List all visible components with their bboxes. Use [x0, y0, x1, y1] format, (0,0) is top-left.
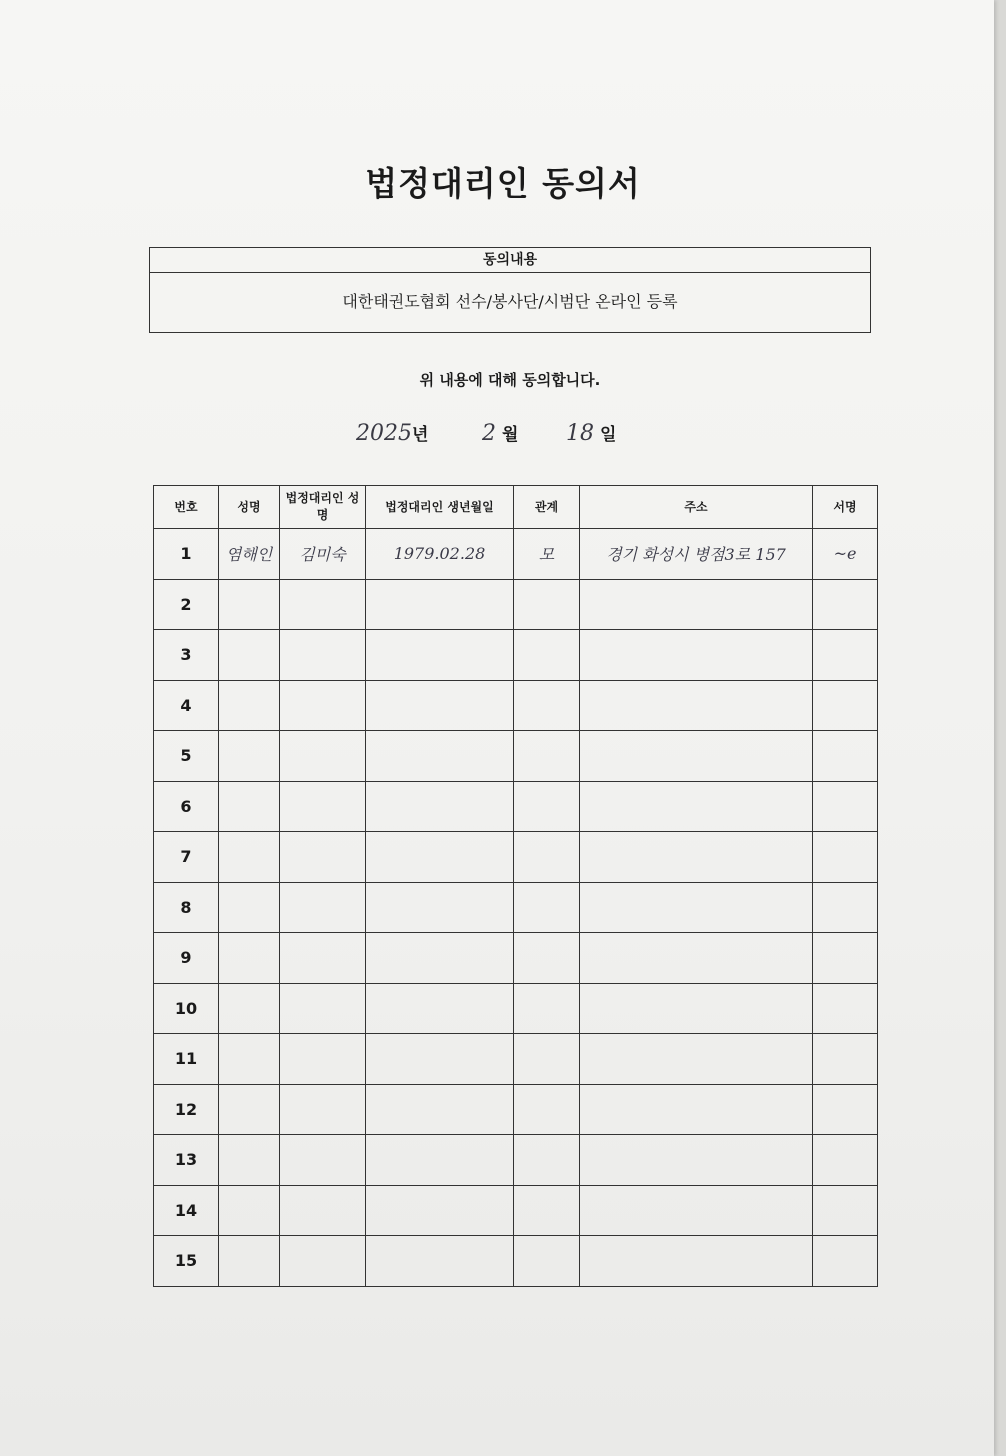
table-row	[154, 933, 878, 984]
cell-address	[580, 579, 813, 630]
cell-signature	[813, 1236, 878, 1287]
table-row	[154, 832, 878, 883]
cell-guardian-birth	[366, 680, 514, 731]
cell-signature	[813, 933, 878, 984]
cell-guardian-name	[280, 983, 366, 1034]
cell-guardian-birth	[366, 832, 514, 883]
table-row	[154, 1185, 878, 1236]
cell-no: 10	[154, 983, 219, 1034]
cell-address	[580, 1236, 813, 1287]
cell-relation	[514, 731, 580, 782]
cell-relation	[514, 1084, 580, 1135]
cell-name	[219, 1185, 280, 1236]
header-no: 번호	[154, 486, 219, 529]
date-month	[482, 420, 518, 456]
cell-name	[219, 1084, 280, 1135]
cell-no: 14	[154, 1185, 219, 1236]
date-month-label: 월	[502, 425, 519, 445]
cell-guardian-name	[280, 933, 366, 984]
cell-name	[219, 1236, 280, 1287]
cell-no: 12	[154, 1084, 219, 1135]
table-row	[154, 630, 878, 681]
cell-relation	[514, 1135, 580, 1186]
cell-address	[580, 1084, 813, 1135]
cell-name: 염해인	[219, 529, 280, 580]
cell-signature	[813, 579, 878, 630]
cell-name	[219, 1034, 280, 1085]
header-name: 성명	[219, 486, 280, 529]
cell-guardian-birth	[366, 1236, 514, 1287]
cell-relation	[514, 1236, 580, 1287]
cell-signature	[813, 1185, 878, 1236]
cell-relation	[514, 933, 580, 984]
table-header-row	[154, 486, 878, 529]
table-row	[154, 882, 878, 933]
cell-guardian-name	[280, 630, 366, 681]
cell-no: 7	[154, 832, 219, 883]
cell-address	[580, 781, 813, 832]
cell-guardian-name	[280, 832, 366, 883]
cell-name	[219, 933, 280, 984]
cell-signature	[813, 832, 878, 883]
cell-no: 1	[154, 529, 219, 580]
cell-guardian-name	[280, 1185, 366, 1236]
header-relation: 관계	[514, 486, 580, 529]
cell-name	[219, 1135, 280, 1186]
cell-signature	[813, 630, 878, 681]
cell-relation	[514, 1034, 580, 1085]
cell-relation	[514, 781, 580, 832]
cell-signature	[813, 1135, 878, 1186]
cell-guardian-birth	[366, 1084, 514, 1135]
cell-address	[580, 680, 813, 731]
cell-relation	[514, 630, 580, 681]
cell-no: 2	[154, 579, 219, 630]
table-row	[154, 1236, 878, 1287]
date-year	[356, 420, 428, 456]
cell-guardian-birth	[366, 1034, 514, 1085]
table-row	[154, 529, 878, 580]
cell-no: 13	[154, 1135, 219, 1186]
date-year-value: 2025	[356, 421, 412, 446]
cell-address	[580, 731, 813, 782]
cell-relation	[514, 983, 580, 1034]
consent-body: 대한태권도협회 선수/봉사단/시범단 온라인 등록	[342, 292, 678, 311]
cell-name	[219, 882, 280, 933]
table-row	[154, 680, 878, 731]
cell-no: 15	[154, 1236, 219, 1287]
cell-relation	[514, 832, 580, 883]
consent-header: 동의내용	[150, 248, 870, 273]
header-guardian-birth: 법정대리인 생년월일	[366, 486, 514, 529]
cell-guardian-birth	[366, 630, 514, 681]
consent-box	[149, 247, 871, 333]
cell-guardian-name	[280, 1084, 366, 1135]
cell-name	[219, 680, 280, 731]
cell-guardian-birth	[366, 579, 514, 630]
date-day	[566, 420, 616, 456]
cell-relation: 모	[514, 529, 580, 580]
agreement-statement: 위 내용에 대해 동의합니다.	[419, 371, 601, 389]
date-month-value: 2	[482, 421, 496, 446]
cell-address	[580, 983, 813, 1034]
registration-table	[153, 485, 878, 1287]
cell-no: 8	[154, 882, 219, 933]
table-row	[154, 781, 878, 832]
cell-name	[219, 832, 280, 883]
date-year-label: 년	[412, 425, 429, 445]
cell-relation	[514, 882, 580, 933]
cell-address	[580, 630, 813, 681]
cell-name	[219, 630, 280, 681]
cell-name	[219, 781, 280, 832]
cell-address	[580, 933, 813, 984]
cell-no: 6	[154, 781, 219, 832]
cell-signature: ~e	[813, 529, 878, 580]
date-day-label: 일	[600, 425, 617, 445]
cell-guardian-name: 김미숙	[280, 529, 366, 580]
cell-no: 4	[154, 680, 219, 731]
cell-guardian-name	[280, 1034, 366, 1085]
table-row	[154, 731, 878, 782]
cell-address	[580, 1185, 813, 1236]
cell-guardian-name	[280, 1236, 366, 1287]
date-day-value: 18	[566, 421, 594, 446]
cell-no: 11	[154, 1034, 219, 1085]
table-row	[154, 1034, 878, 1085]
cell-guardian-birth	[366, 1185, 514, 1236]
table-row	[154, 579, 878, 630]
cell-no: 9	[154, 933, 219, 984]
cell-relation	[514, 680, 580, 731]
cell-signature	[813, 983, 878, 1034]
cell-signature	[813, 882, 878, 933]
cell-guardian-name	[280, 1135, 366, 1186]
cell-address	[580, 832, 813, 883]
header-guardian-name: 법정대리인 성명	[280, 486, 366, 529]
cell-address: 경기 화성시 병점3로 157	[580, 529, 813, 580]
cell-guardian-name	[280, 882, 366, 933]
cell-guardian-birth	[366, 781, 514, 832]
cell-guardian-birth	[366, 1135, 514, 1186]
cell-no: 3	[154, 630, 219, 681]
table-row	[154, 1084, 878, 1135]
cell-guardian-birth	[366, 882, 514, 933]
cell-guardian-name	[280, 781, 366, 832]
table-row	[154, 1135, 878, 1186]
cell-guardian-birth	[366, 983, 514, 1034]
table-row	[154, 983, 878, 1034]
cell-guardian-name	[280, 680, 366, 731]
cell-signature	[813, 1084, 878, 1135]
header-address: 주소	[580, 486, 813, 529]
cell-signature	[813, 731, 878, 782]
cell-address	[580, 882, 813, 933]
cell-signature	[813, 1034, 878, 1085]
cell-guardian-birth	[366, 731, 514, 782]
cell-address	[580, 1135, 813, 1186]
page-title: 법정대리인 동의서	[365, 164, 641, 203]
cell-guardian-name	[280, 579, 366, 630]
cell-address	[580, 1034, 813, 1085]
cell-name	[219, 731, 280, 782]
cell-guardian-name	[280, 731, 366, 782]
cell-relation	[514, 579, 580, 630]
cell-guardian-birth	[366, 933, 514, 984]
header-signature: 서명	[813, 486, 878, 529]
cell-signature	[813, 781, 878, 832]
cell-guardian-birth: 1979.02.28	[366, 529, 514, 580]
cell-relation	[514, 1185, 580, 1236]
cell-name	[219, 983, 280, 1034]
cell-signature	[813, 680, 878, 731]
cell-no: 5	[154, 731, 219, 782]
cell-name	[219, 579, 280, 630]
